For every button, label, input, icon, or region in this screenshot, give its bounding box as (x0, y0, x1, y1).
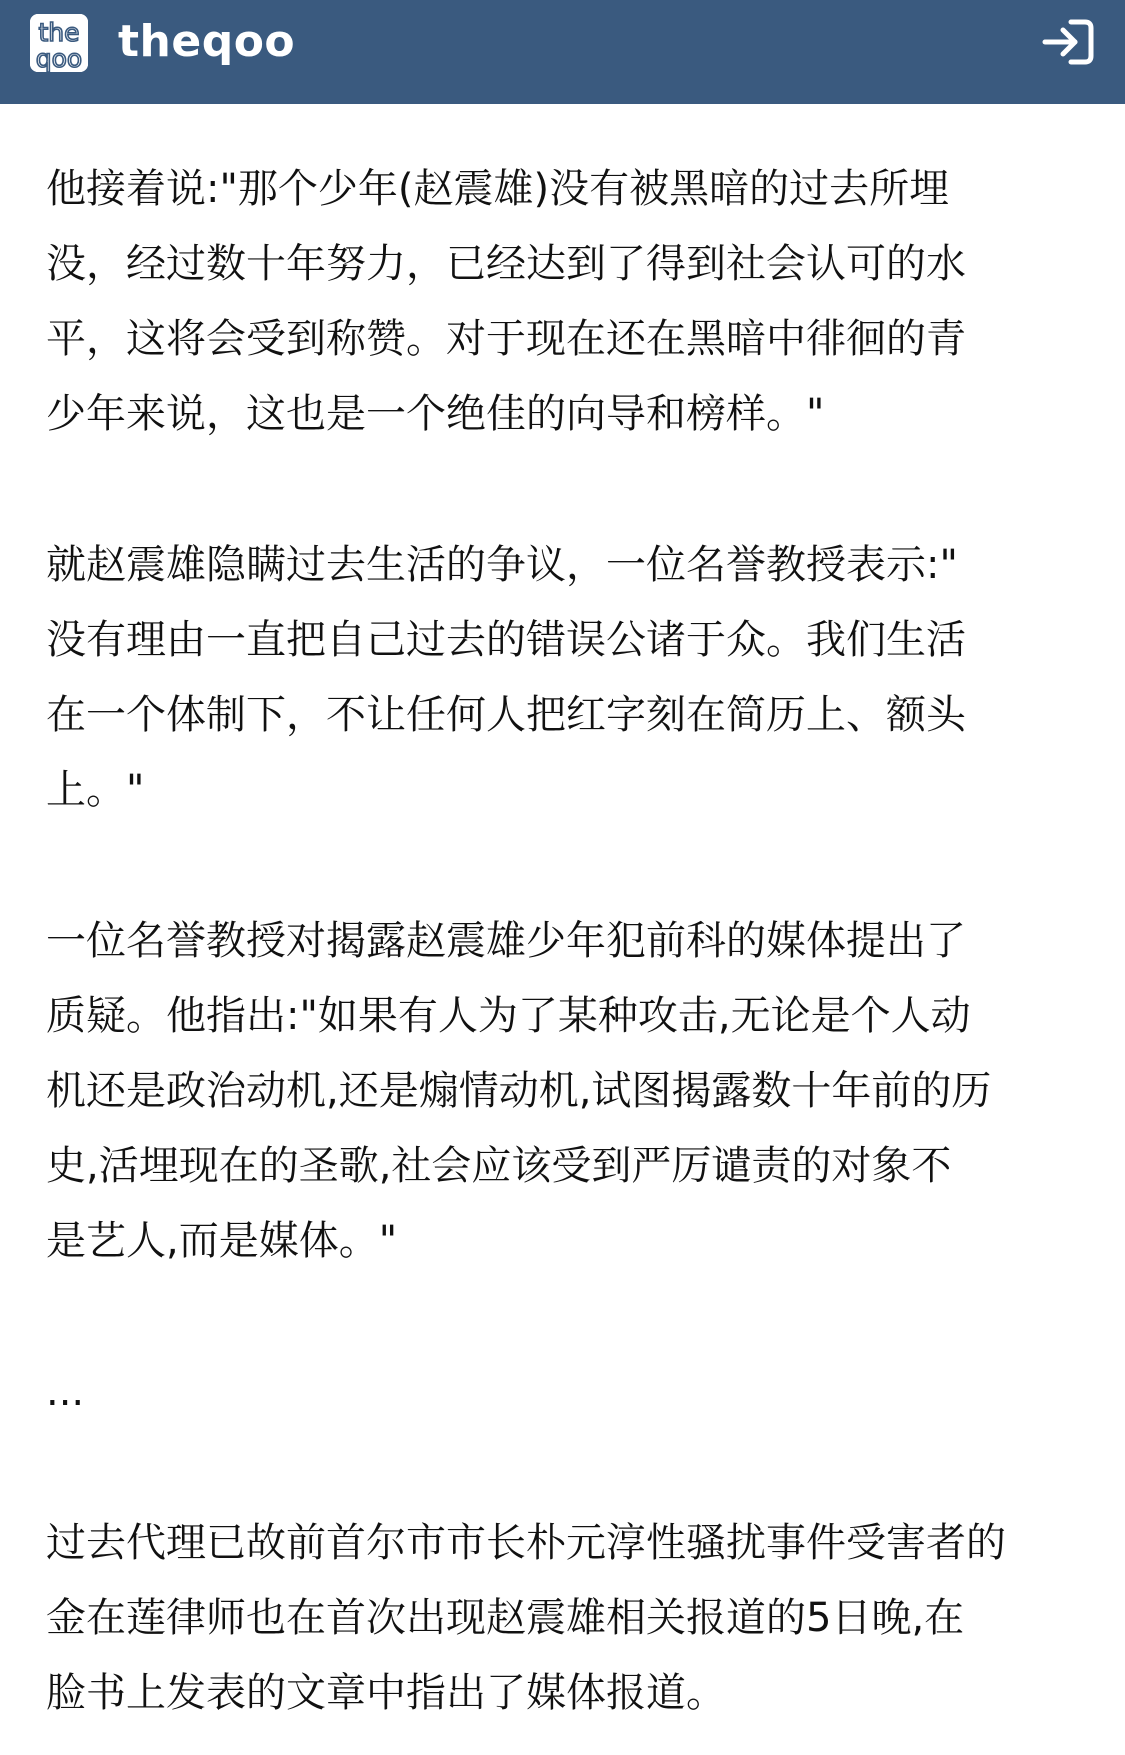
paragraph-line: 一位名誉教授对揭露赵震雄少年犯前科的媒体提出了 (46, 918, 966, 964)
top-bar (0, 0, 1125, 104)
paragraph-line: 是艺人,而是媒体。" (46, 1218, 398, 1264)
paragraph-line: 质疑。他指出:"如果有人为了某种攻击,无论是个人动 (46, 993, 971, 1039)
paragraph-line: 过去代理已故前首尔市市长朴元淳性骚扰事件受害者的 (46, 1520, 1006, 1566)
paragraph-line: 没，经过数十年努力，已经达到了得到社会认可的水 (46, 241, 966, 287)
brand-name[interactable]: theqoo (118, 16, 296, 67)
paragraph-1 (46, 152, 1086, 452)
article-body (46, 152, 1086, 1731)
paragraph-line: 机还是政治动机,还是煽情动机,试图揭露数十年前的历 (46, 1068, 992, 1114)
paragraph-line: 上。" (46, 767, 145, 813)
paragraph-line: 在一个体制下，不让任何人把红字刻在简历上、额头 (46, 692, 966, 738)
ellipsis: ... (46, 1369, 85, 1415)
paragraph-line: 就赵震雄隐瞒过去生活的争议，一位名誉教授表示:" (46, 542, 958, 588)
paragraph-line: 脸书上发表的文章中指出了媒体报道。 (46, 1670, 726, 1716)
paragraph-4 (46, 1506, 1086, 1731)
sign-in-icon[interactable] (1041, 18, 1095, 66)
svg-text:the: the (38, 18, 80, 47)
logo[interactable] (30, 14, 88, 72)
paragraph-3 (46, 904, 1086, 1279)
logo-icon (30, 14, 88, 72)
paragraph-line: 金在莲律师也在首次出现赵震雄相关报道的5日晚,在 (46, 1595, 965, 1641)
paragraph-2 (46, 528, 1086, 828)
paragraph-line: 史,活埋现在的圣歌,社会应该受到严厉谴责的对象不 (46, 1143, 952, 1189)
paragraph-line: 平，这将会受到称赞。对于现在还在黑暗中徘徊的青 (46, 316, 966, 362)
paragraph-line: 他接着说:"那个少年(赵震雄)没有被黑暗的过去所埋 (46, 166, 950, 212)
paragraph-line: 没有理由一直把自己过去的错误公诸于众。我们生活 (46, 617, 966, 663)
svg-text:qoo: qoo (35, 44, 83, 72)
paragraph-line: 少年来说，这也是一个绝佳的向导和榜样。" (46, 391, 825, 437)
